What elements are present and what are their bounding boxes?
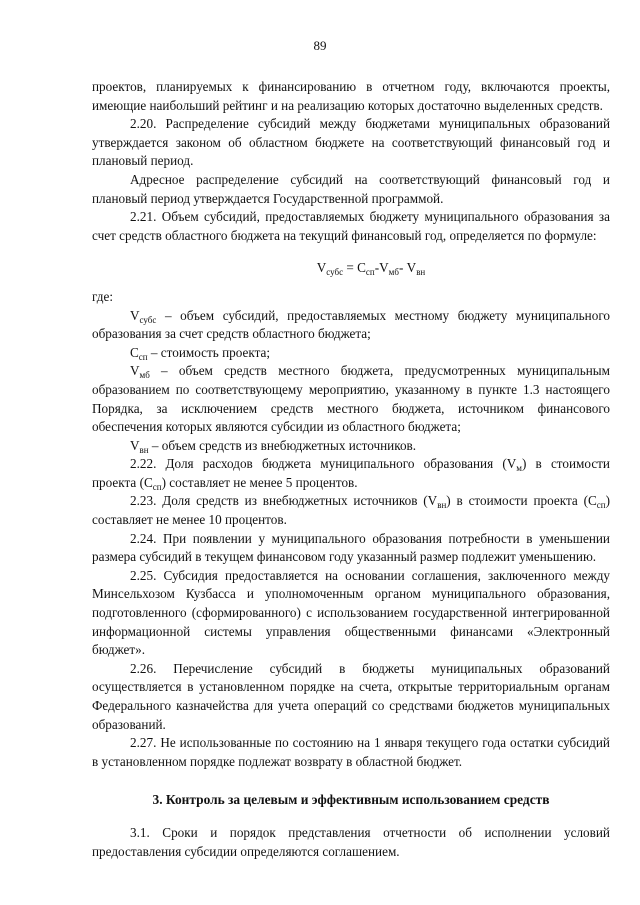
formula-vvn: V [406,260,417,276]
p223-b-sub: сп [596,500,606,511]
def4-sub: вн [139,444,149,455]
paragraph-2-23 [92,492,610,529]
def3-symbol: V [130,363,140,379]
paragraph-3-1: 3.1. Сроки и порядок представления отчетности об исполнении условий предоставления субсидии определяются соглашением. [92,824,610,859]
formula-minus-2: - [398,260,407,276]
definition-csp [92,344,610,363]
paragraph-2-22 [92,455,610,492]
def4-text: – объем средств из внебюджетных источников. [148,437,417,453]
p222-a: 2.22. Доля расходов бюджета муниципального образования (V [130,456,517,472]
p222-b-sub: сп [152,481,162,492]
page-number: 89 [313,38,327,53]
paragraph-2-25: 2.25. Субсидия предоставляется на основании соглашения, заключенного между Минсельхозом Кузбасса и уполномоченным органом муниципального образования, подготовленного (сформированного) с использованием государственной интегрированной информационной системы управления общественными финансами «Электронный бюджет». [92,567,610,658]
p222-c: ) составляет не менее 5 процентов. [161,474,358,490]
paragraph-2-26: 2.26. Перечисление субсидий в бюджеты муниципальных образований осуществляется в установленном порядке на счета, открытые территориальным органам Федерального казначейства для учета операций со средствами бюджетов муниципальных образований. [92,660,610,732]
definition-vmb [92,362,610,436]
def1-sub: субс [139,314,157,325]
def2-symbol: С [130,344,139,360]
paragraph-continuation: проектов, планируемых к финансированию в отчетном году, включаются проекты, имеющие наибольший рейтинг и на реализацию которых достаточно выделенных средств. [92,79,610,113]
formula-c: С [357,260,366,276]
def3-text: – объем средств местного бюджета, предусмотренных муниципальным образованием по соответствующему мероприятию, указанному в пункте 1.3 настоящего Порядка, за исключением средств местного бюджета, источником финансового обеспечения которых являются субсидии из областного бюджета; [92,363,610,435]
subsidy-formula [132,259,610,278]
def2-sub: сп [138,351,148,362]
p223-b: ) в стоимости проекта (С [446,493,597,509]
p222-a-sub: м [516,463,522,474]
definition-vsubs [92,307,610,344]
formula-v: V [316,260,327,276]
formula-eq: = [343,260,358,276]
document-body [92,78,610,861]
p222-b: ) в стоимости проекта (С [92,456,610,490]
paragraph-2-27: 2.27. Не использованные по состоянию на 1 января текущего года остатки субсидий в установленном порядке подлежат возврату в областной бюджет. [92,735,610,769]
definition-vvn [92,437,610,456]
def3-sub: мб [139,370,150,381]
p223-a: 2.23. Доля средств из внебюджетных источников (V [130,493,438,509]
section-3-heading: 3. Контроль за целевым и эффективным использованием средств [152,792,550,808]
def1-text: – объем субсидий, предоставляемых местному бюджету муниципального образования за счет средств областного бюджета; [92,307,610,342]
def4-symbol: V [130,437,140,453]
p223-a-sub: вн [437,500,447,511]
paragraph-2-20: 2.20. Распределение субсидий между бюджетами муниципальных образований утверждается законом об областном бюджете на соответствующий финансовый год и плановый период. [92,116,610,169]
paragraph-address-distribution: Адресное распределение субсидий на соответствующий финансовый год и плановый период утверждается Государственной программой. [92,171,610,206]
paragraph-2-21: 2.21. Объем субсидий, предоставляемых бюджету муниципального образования за счет средств областного бюджета на текущий финансовый год, определяется по формуле: [92,209,610,243]
def2-text: – стоимость проекта; [147,344,271,360]
formula-vmb-sub: мб [388,267,399,278]
def1-symbol: V [130,307,140,323]
paragraph-2-24: 2.24. При появлении у муниципального образования потребности в уменьшении размера субсидий в текущем финансовом году указанный размер подлежит уменьшению. [92,530,610,565]
formula-vvn-sub: вн [416,267,426,278]
formula-vmb: V [379,260,389,276]
formula-minus-1: - [374,260,380,276]
p223-c: ) составляет не менее 10 процентов. [92,493,610,528]
formula-v-sub: субс [326,267,344,278]
where-label: где: [92,288,113,304]
formula-c-sub: сп [365,267,375,278]
